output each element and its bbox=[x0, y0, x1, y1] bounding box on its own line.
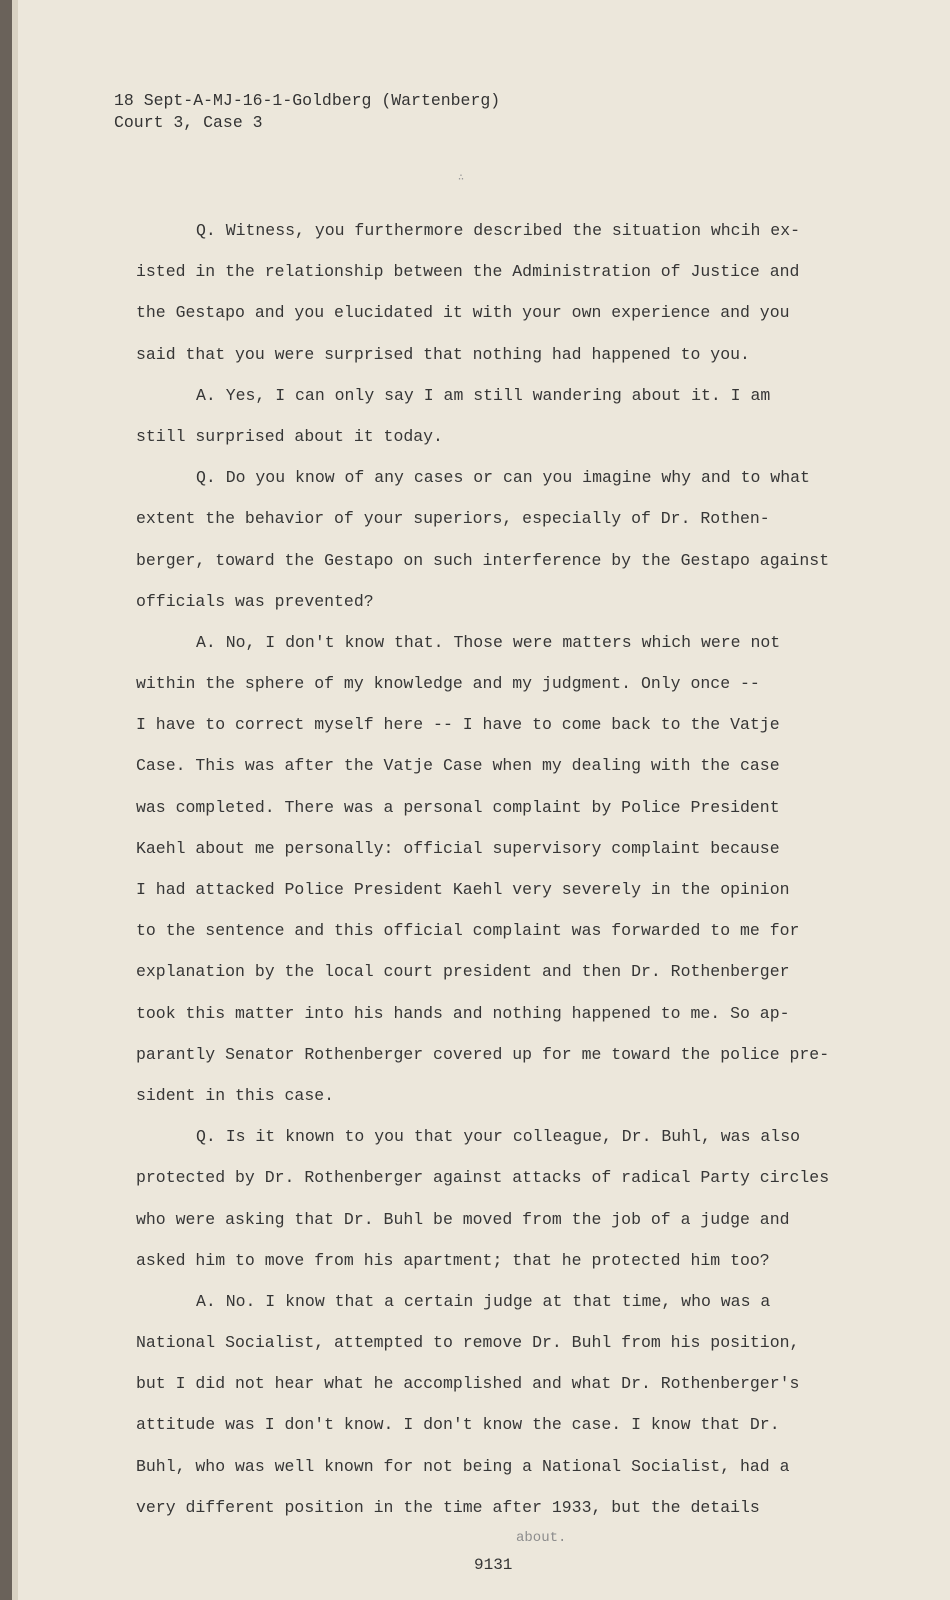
text-line: within the sphere of my knowledge and my judgment. Only once -- bbox=[136, 674, 760, 694]
text-line: parantly Senator Rothenberger covered up for me toward the police pre- bbox=[136, 1044, 830, 1064]
text-line: I had attacked Police President Kaehl very severely in the opinion bbox=[136, 880, 790, 899]
question-line: Q. Witness, you furthermore described the situation whcih ex- bbox=[196, 221, 800, 240]
binding-edge bbox=[0, 0, 12, 1600]
text-line: to the sentence and this official complaint was forwarded to me for bbox=[136, 921, 800, 941]
text-line: berger, toward the Gestapo on such interference by the Gestapo against bbox=[136, 550, 830, 570]
text-line: very different position in the time after 1933, but the details bbox=[136, 1497, 760, 1517]
answer-line: A. Yes, I can only say I am still wandering about it. I am bbox=[196, 385, 771, 405]
question-line: Q. Is it known to you that your colleague, Dr. Buhl, was also bbox=[196, 1127, 800, 1147]
continuation-word: about. bbox=[516, 1530, 567, 1546]
answer-line: A. No. I know that a certain judge at that time, who was a bbox=[196, 1291, 771, 1311]
header-reference: 18 Sept-A-MJ-16-1-Goldberg (Wartenberg) bbox=[114, 91, 501, 110]
paper-speck: ∴ bbox=[458, 173, 465, 184]
text-line: asked him to move from his apartment; that he protected him too? bbox=[136, 1250, 770, 1270]
text-line: National Socialist, attempted to remove Dr. Buhl from his position, bbox=[136, 1333, 800, 1353]
text-line: explanation by the local court president and then Dr. Rothenberger bbox=[136, 962, 790, 982]
text-line: who were asking that Dr. Buhl be moved from the job of a judge and bbox=[136, 1209, 790, 1229]
text-line: attitude was I don't know. I don't know the case. I know that Dr. bbox=[136, 1415, 780, 1435]
text-line: I have to correct myself here -- I have to come back to the Vatje bbox=[136, 715, 780, 735]
page-number: 9131 bbox=[474, 1556, 513, 1574]
question-line: Q. Do you know of any cases or can you imagine why and to what bbox=[196, 468, 810, 488]
text-line: still surprised about it today. bbox=[136, 426, 443, 446]
answer-line: A. No, I don't know that. Those were matters which were not bbox=[196, 632, 781, 652]
text-line: officials was prevented? bbox=[136, 591, 374, 611]
text-line: isted in the relationship between the Administration of Justice and bbox=[136, 262, 800, 282]
text-line: Case. This was after the Vatje Case when my dealing with the case bbox=[136, 756, 780, 776]
text-line: extent the behavior of your superiors, especially of Dr. Rothen- bbox=[136, 509, 770, 529]
text-line: said that you were surprised that nothing had happened to you. bbox=[136, 344, 750, 364]
document-header bbox=[114, 90, 500, 134]
transcript-body bbox=[136, 210, 856, 1528]
text-line: was completed. There was a personal complaint by Police President bbox=[136, 797, 780, 817]
text-line: but I did not hear what he accomplished and what Dr. Rothenberger's bbox=[136, 1374, 800, 1394]
text-line: the Gestapo and you elucidated it with your own experience and you bbox=[136, 303, 790, 323]
text-line: protected by Dr. Rothenberger against attacks of radical Party circles bbox=[136, 1168, 830, 1188]
text-line: sident in this case. bbox=[136, 1085, 335, 1105]
text-line: Kaehl about me personally: official supervisory complaint because bbox=[136, 838, 780, 858]
text-line: Buhl, who was well known for not being a National Socialist, had a bbox=[136, 1456, 790, 1476]
text-line: took this matter into his hands and nothing happened to me. So ap- bbox=[136, 1003, 790, 1023]
header-court-case: Court 3, Case 3 bbox=[114, 113, 263, 132]
